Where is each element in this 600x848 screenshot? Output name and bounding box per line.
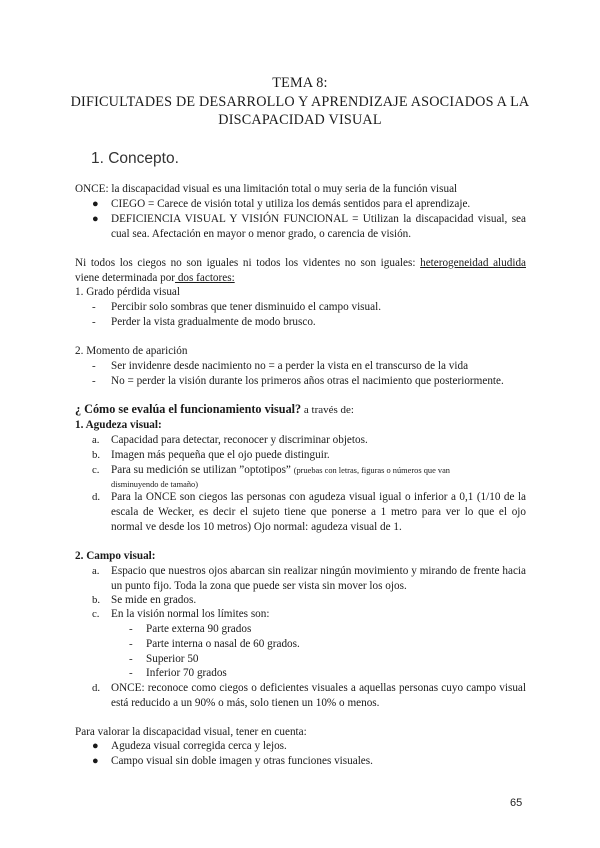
agudeza-c-small-2: disminuyendo de tamaño): [111, 480, 198, 489]
bullet-deficiencia: DEFICIENCIA VISUAL Y VISIÓN FUNCIONAL = Utilizan la discapacidad visual, sea cual sea. Afectación en mayor o menor grado, o carencia de visión.: [111, 213, 526, 240]
para-text-b: viene determinada por: [75, 272, 176, 284]
closing-bullet-2: Campo visual sin doble imagen y otras funciones visuales.: [111, 755, 373, 767]
section-heading-concepto: 1. Concepto.: [91, 150, 179, 167]
agudeza-c-small: (pruebas con letras, figuras o números que van: [293, 466, 450, 475]
bullet-icon: ●: [92, 740, 99, 752]
campo-heading: [75, 549, 156, 564]
title-line-2: DISCAPACIDAD VISUAL: [218, 112, 382, 128]
agudeza-c: [111, 463, 450, 478]
agudeza-d: Para la ONCE son ciegos las personas con agudeza visual igual o inferior a 0,1 (1/10 de la escala de Wecker, es decir el sujeto tiene que ponerse a 1 metro para ver lo que el ojo normal ve desde los 10 metros) Ojo normal: agudeza visual de 1.: [111, 491, 526, 533]
label-d: d.: [92, 682, 101, 694]
campo-c: En la visión normal los límites son:: [111, 608, 270, 620]
para-text-a: Ni todos los ciegos no son iguales ni todos los videntes no son iguales:: [75, 257, 421, 269]
dash-icon: -: [92, 375, 96, 387]
underline-dos-factores: dos factores:: [175, 272, 235, 284]
dash-icon: -: [92, 316, 96, 328]
dash-icon: -: [92, 301, 96, 313]
label-b: b.: [92, 449, 101, 461]
closing-intro: Para valorar la discapacidad visual, tener en cuenta:: [75, 726, 307, 738]
campo-d: ONCE: reconoce como ciegos o deficientes visuales a aquellas personas cuyo campo visual está reducido a un 90% o más, solo tienen un 10% o menos.: [111, 682, 526, 709]
title-line-1: DIFICULTADES DE DESARROLLO Y APRENDIZAJE ASOCIADOS A LA: [70, 94, 530, 110]
factor-1-item-2: Perder la vista gradualmente de modo brusco.: [111, 316, 316, 328]
underline-heterogeneidad: heterogeneidad aludida: [420, 257, 526, 269]
once-definition: ONCE: la discapacidad visual es una limitación total o muy seria de la función visual: [75, 183, 458, 195]
factor-2-label: 2. Momento de aparición: [75, 345, 188, 357]
agudeza-c-main: Para su medición se utilizan ”optotipos”: [111, 464, 294, 476]
dash-icon: -: [129, 653, 133, 665]
label-a: a.: [92, 434, 100, 446]
closing-bullet-1: Agudeza visual corregida cerca y lejos.: [111, 740, 287, 752]
dash-icon: -: [129, 638, 133, 650]
agudeza-b: Imagen más pequeña que el ojo puede distinguir.: [111, 449, 330, 461]
dash-icon: -: [129, 623, 133, 635]
agudeza-heading: [75, 418, 162, 433]
factor-2-item-1: Ser invidenre desde nacimiento no = a perder la vista en el transcurso de la vida: [111, 360, 469, 372]
agudeza-heading-text: 1. Agudeza visual:: [75, 419, 162, 431]
tema-label: TEMA 8:: [272, 75, 328, 91]
campo-b: Se mide en grados.: [111, 594, 197, 606]
dash-icon: -: [92, 360, 96, 372]
label-a: a.: [92, 565, 100, 577]
factor-2-item-2: No = perder la visión durante los primeros años otras el nacimiento que posteriormente.: [111, 375, 504, 387]
campo-c-item-3: Superior 50: [146, 653, 199, 665]
campo-c-item-1: Parte externa 90 grados: [146, 623, 252, 635]
evaluation-question: [75, 402, 354, 418]
factor-1-label: 1. Grado pérdida visual: [75, 286, 181, 298]
campo-a: Espacio que nuestros ojos abarcan sin realizar ningún movimiento y mirando de frente hacia un punto fijo. Toda la zona que puede ser vista sin mover los ojos.: [111, 565, 526, 592]
evaluation-question-tail: a través de:: [301, 404, 354, 416]
agudeza-a: Capacidad para detectar, reconocer y discriminar objetos.: [111, 434, 368, 446]
factor-1-item-1: Percibir solo sombras que tener disminuido el campo visual.: [111, 301, 382, 313]
page-number: 65: [510, 797, 523, 809]
bullet-icon: ●: [92, 213, 99, 225]
campo-c-item-4: Inferior 70 grados: [146, 667, 227, 679]
label-c: c.: [92, 464, 100, 476]
evaluation-question-bold: ¿ Cómo se evalúa el funcionamiento visual?: [75, 402, 302, 416]
heterogeneity-paragraph-end: [75, 271, 235, 286]
bullet-ciego: CIEGO = Carece de visión total y utiliza los demás sentidos para el aprendizaje.: [111, 198, 471, 210]
campo-heading-text: 2. Campo visual:: [75, 550, 156, 562]
heterogeneity-paragraph: [75, 256, 526, 271]
label-c: c.: [92, 608, 100, 620]
dash-icon: -: [129, 667, 133, 679]
bullet-icon: ●: [92, 755, 99, 767]
label-b: b.: [92, 594, 101, 606]
campo-c-item-2: Parte interna o nasal de 60 grados.: [146, 638, 300, 650]
bullet-icon: ●: [92, 198, 99, 210]
label-d: d.: [92, 491, 101, 503]
